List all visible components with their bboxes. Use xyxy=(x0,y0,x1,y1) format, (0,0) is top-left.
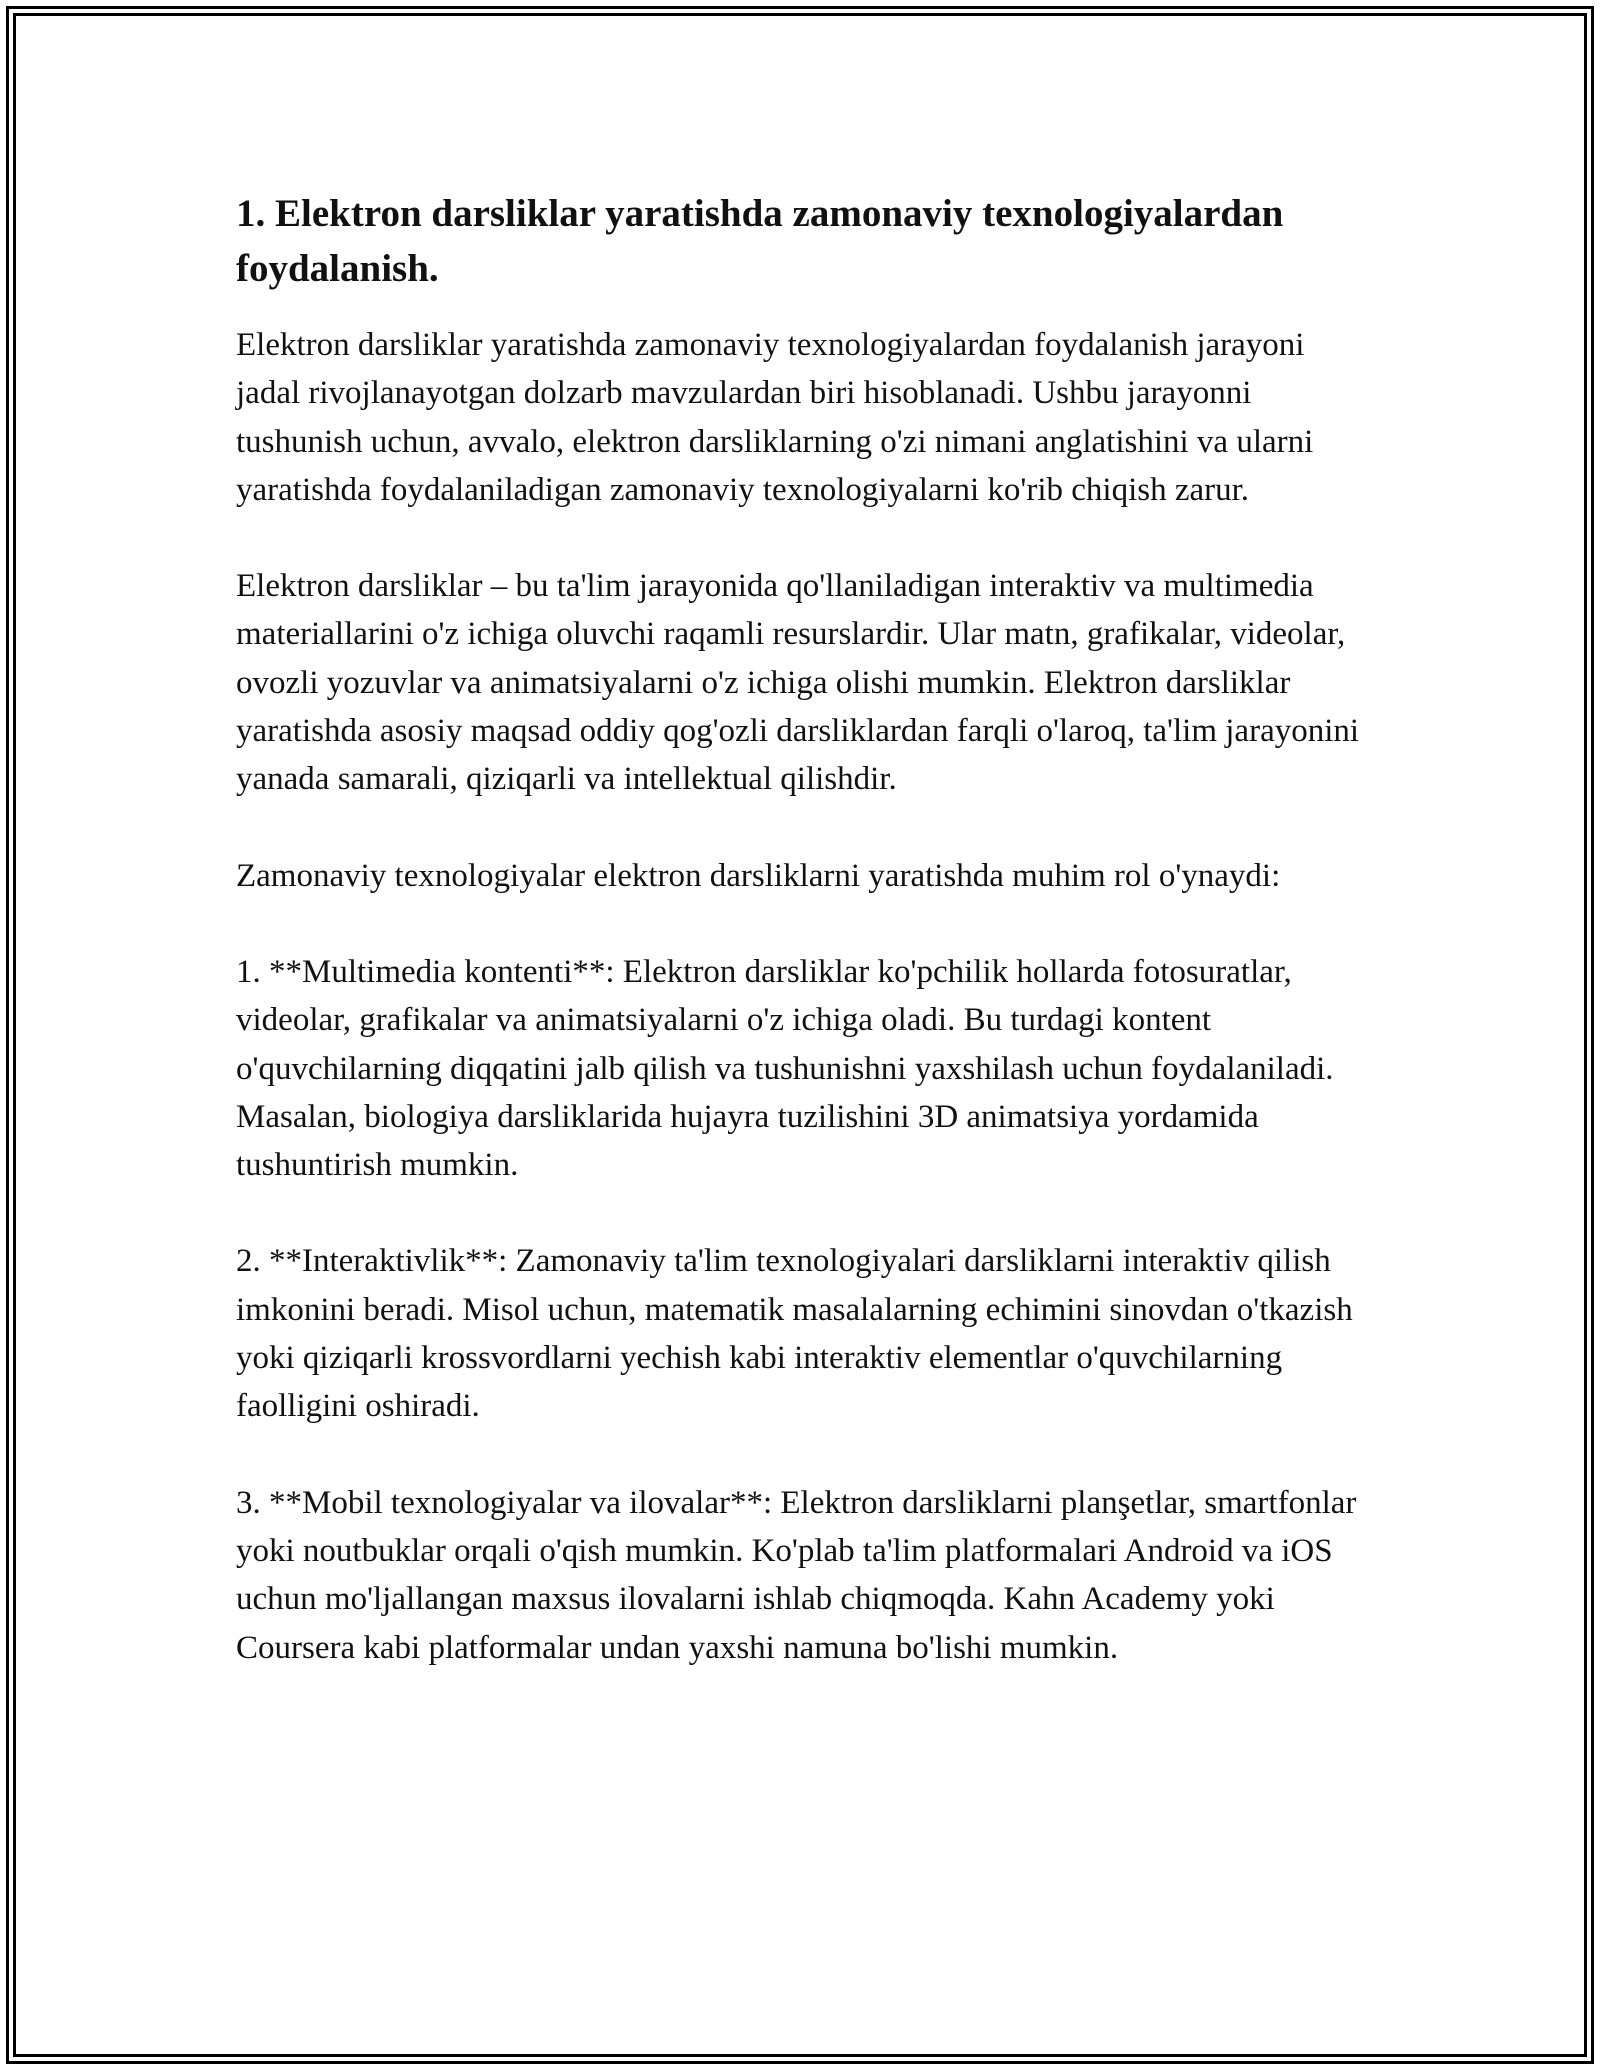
paragraph-definition: Elektron darsliklar – bu ta'lim jarayonida qo'llaniladigan interaktiv va multimedia materiallarini o'z ichiga oluvchi raqamli resurslardir. Ular matn, grafikalar, videolar, ovozli yozuvlar va animatsiyalarni o'z ichiga olishi mumkin. Elektron darsliklar yaratishda asosiy maqsad oddiy qog'ozli darsliklardan farqli o'laroq, ta'lim jarayonini yanada samarali, qiziqarli va intellektual qilishdir. xyxy=(236,568,1360,798)
document-body xyxy=(236,186,1376,1672)
section-heading: 1. Elektron darsliklar yaratishda zamonaviy texnologiyalardan foydalanish. xyxy=(236,192,1284,290)
list-item-mobile: 3. **Mobil texnologiyalar va ilovalar**: Elektron darsliklarni planşetlar, smartfonlar yoki noutbuklar orqali o'qish mumkin. Ko'plab ta'lim platformalari Android va iOS uchun mo'ljallangan maxsus ilovalarni ishlab chiqmoqda. Kahn Academy yoki Coursera kabi platformalar undan yaxshi namuna bo'lishi mumkin. xyxy=(236,1484,1357,1666)
list-item-multimedia: 1. **Multimedia kontenti**: Elektron darsliklar ko'pchilik hollarda fotosuratlar, videolar, grafikalar va animatsiyalarni o'z ichiga oladi. Bu turdagi kontent o'quvchilarning diqqatini jalb qilish va tushunishni yaxshilash uchun foydalaniladi. Masalan, biologiya darsliklarida hujayra tuzilishini 3D animatsiya yordamida tushuntirish mumkin. xyxy=(236,953,1334,1184)
paragraph-role-intro: Zamonaviy texnologiyalar elektron darsliklarni yaratishda muhim rol o'ynaydi: xyxy=(236,857,1281,894)
list-item-interactivity: 2. **Interaktivlik**: Zamonaviy ta'lim texnologiyalari darsliklarni interaktiv qilish imkonini beradi. Misol uchun, matematik masalalarning echimini sinovdan o'tkazish yoki qiziqarli krossvordlarni yechish kabi interaktiv elementlar o'quvchilarning faolligini oshiradi. xyxy=(236,1243,1353,1425)
paragraph-intro: Elektron darsliklar yaratishda zamonaviy texnologiyalardan foydalanish jarayoni jadal rivojlanayotgan dolzarb mavzulardan biri hisoblanadi. Ushbu jarayonni tushunish uchun, avvalo, elektron darsliklarning o'zi nimani anglatishini va ularni yaratishda foydalaniladigan zamonaviy texnologiyalarni ko'rib chiqish zarur. xyxy=(236,327,1314,508)
